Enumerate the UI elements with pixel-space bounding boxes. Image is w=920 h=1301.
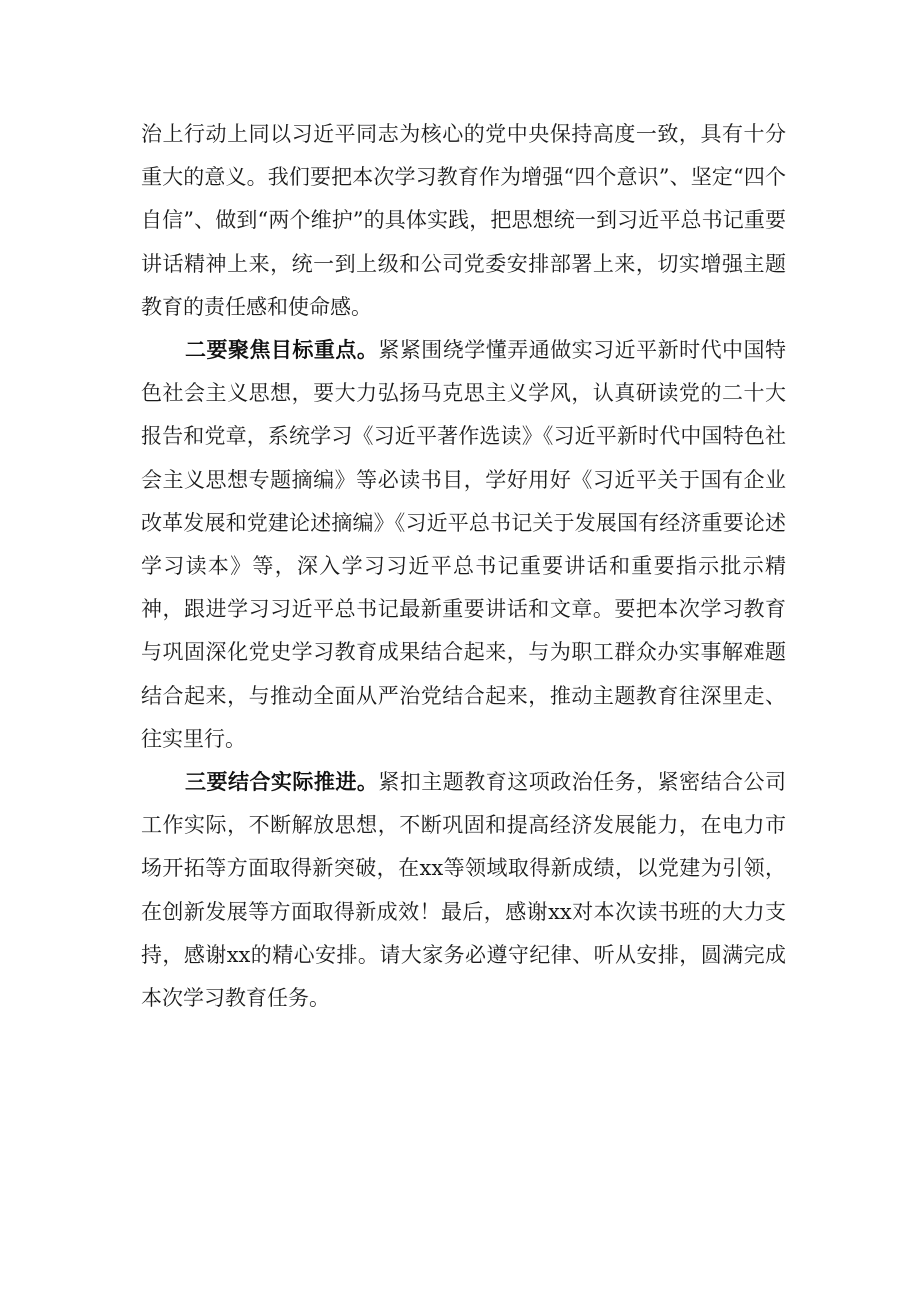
paragraph-text: 紧紧围绕学懂弄通做实习近平新时代中国特色社会主义思想，要大力弘扬马克思主义学风，认真研读党的二十大报告和党章，系统学习《习近平著作选读》《习近平新时代中国特色社会主义思想专题摘编》等必读书目，学好用好《习近平关于国有企业改革发展和党建论述摘编》《习近平总书记关于发展国有经济重要论述学习读本》等，深入学习习近平总书记重要讲话和重要指示批示精神，跟进学习习近平总书记最新重要讲话和文章。要把本次学习教育与巩固深化党史学习教育成果结合起来，与为职工群众办实事解难题结合起来，与推动全面从严治党结合起来，推动主题教育往深里走、往实里行。 [141,338,787,751]
paragraph-heading: 三要结合实际推进。 [185,770,379,795]
paragraph-text: 治上行动上同以习近平同志为核心的党中央保持高度一致，具有十分重大的意义。我们要把本次学习教育作为增强“四个意识”、坚定“四个自信”、做到“两个维护”的具体实践，把思想统一到习近平总书记重要讲话精神上来，统一到上级和公司党委安排部署上来，切实增强主题教育的责任感和使命感。 [141,122,786,319]
paragraph-continuation [141,113,786,329]
paragraph-practical-advance [141,761,786,1020]
paragraph-text: 紧扣主题教育这项政治任务，紧密结合公司工作实际，不断解放思想，不断巩固和提高经济发展能力，在电力市场开拓等方面取得新突破，在xx等领域取得新成绩，以党建为引领，在创新发展等方面取得新成效！最后，感谢xx对本次读书班的大力支持，感谢xx的精心安排。请大家务必遵守纪律、听从安排，圆满完成本次学习教育任务。 [141,770,787,1011]
paragraph-focus-goals [141,329,786,761]
document-body [141,113,786,1020]
paragraph-heading: 二要聚焦目标重点。 [185,338,379,363]
